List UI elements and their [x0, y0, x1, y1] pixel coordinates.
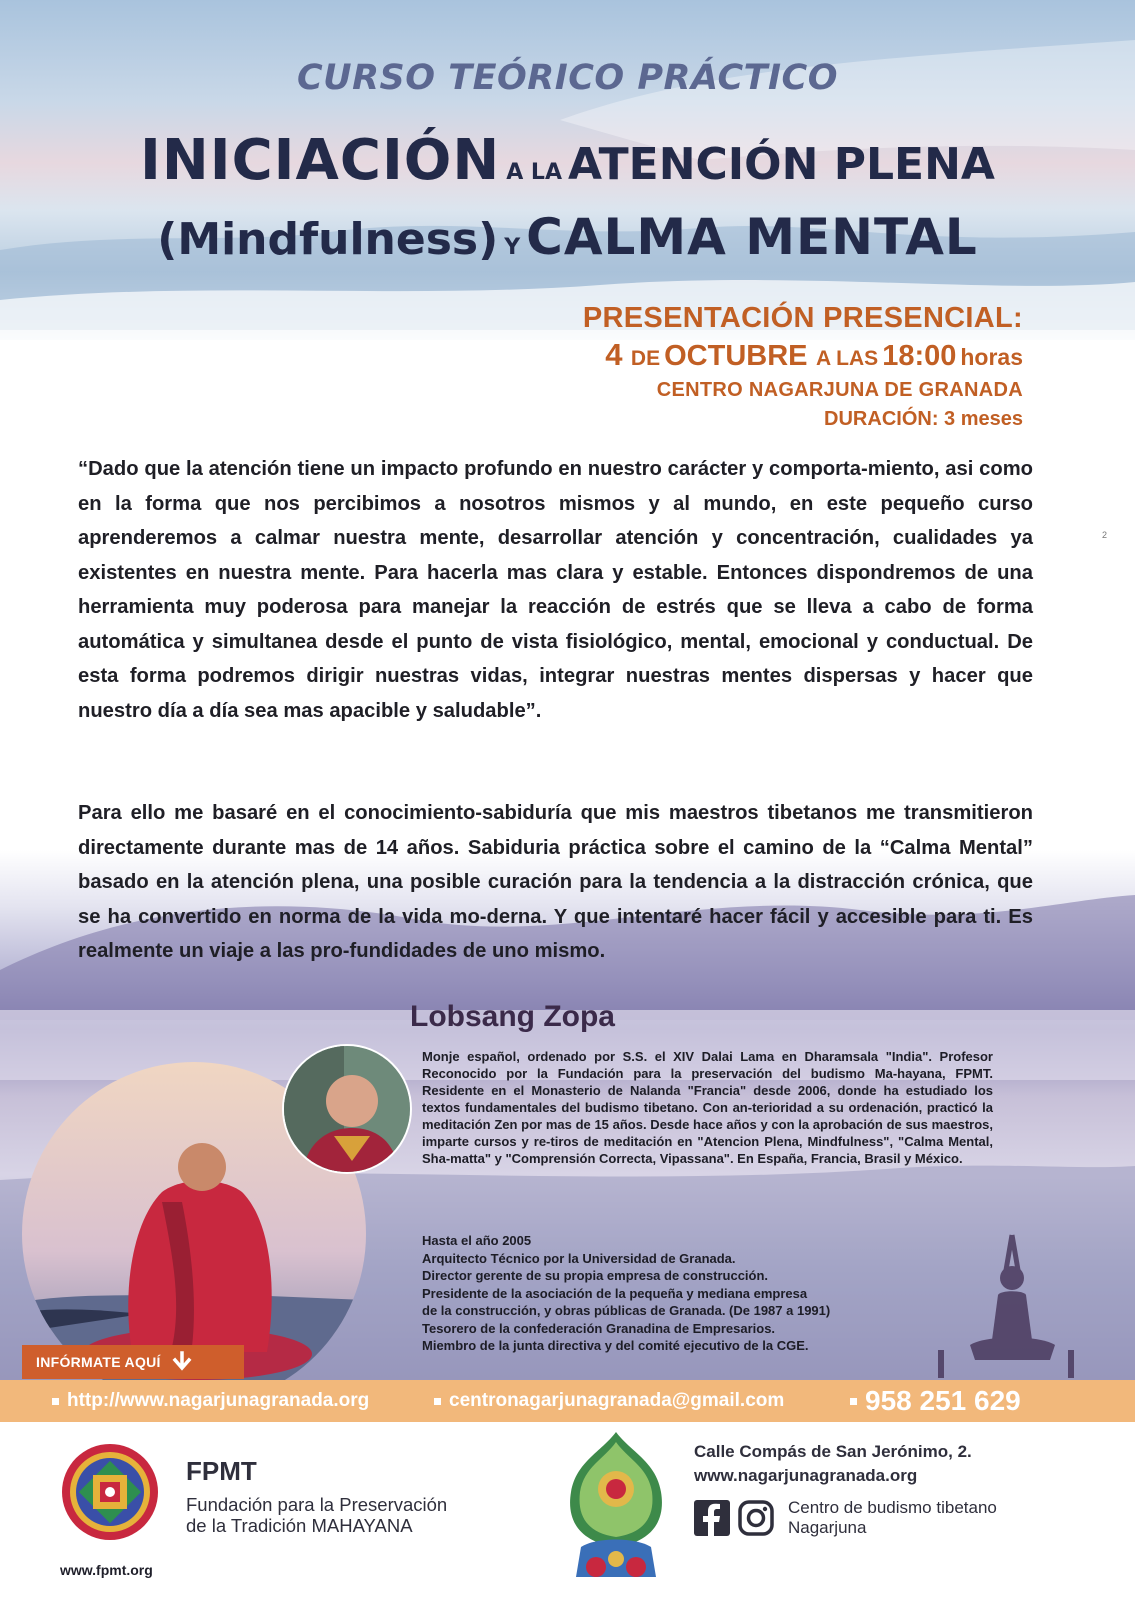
history-line: Hasta el año 2005 [422, 1233, 532, 1248]
history-line: Miembro de la junta directiva y del comité ejecutivo de la CGE. [422, 1338, 809, 1353]
margin-mark: 2 [1102, 530, 1108, 540]
contact-bar [0, 1380, 1135, 1422]
history-line: Tesorero de la confederación Granadina de Empresarios. [422, 1320, 776, 1336]
title-a-la: A LA [506, 160, 562, 185]
fpmt-desc-line: Fundación para la Preservación [186, 1494, 448, 1515]
fpmt-desc-line: de la Tradición MAHAYANA [186, 1515, 413, 1536]
date-time: 18:00 [882, 340, 957, 372]
teacher-name: Lobsang Zopa [410, 1000, 615, 1033]
fpmt-description [186, 1494, 447, 1536]
history-line: Arquitecto Técnico por la Universidad de Granada. [422, 1250, 736, 1266]
history-line: de la construcción, y obras públicas de Granada. (De 1987 a 1991) [422, 1303, 831, 1318]
email-text: centronagarjunagranada@gmail.com [449, 1390, 785, 1411]
presentation-date [583, 337, 1023, 373]
fpmt-logo [60, 1442, 160, 1542]
phone-text: 958 251 629 [865, 1385, 1021, 1416]
intro-paragraph: “Dado que la atención tiene un impacto profundo en nuestro carácter y comporta-miento, asi como en la forma que nos percibimos a nosotros mismos y al mundo, en este pequeño curso aprenderemos a calmar nuestra mente, desarrollar atención y concentración, cualidades ya existentes en nuestra mente. Para hacerla mas clara y estable. Entonces dispondremos de una herramienta muy poderosa para manejar la reacción de estrés que se lleva a cabo de forma automática y simultanea desde el punto de vista fisiológico, mental, emocional y conductual. De esta forma podremos dirigir nuestras vidas, integrar nuestras mentes dispersas y hacer que nuestro día a día sea mas apacible y saludable”. [78, 458, 1033, 722]
course-title-line-1 [0, 128, 1135, 193]
teacher-history [422, 1232, 942, 1355]
presentation-heading: PRESENTACIÓN PRESENCIAL: [582, 302, 1023, 334]
title-mindfulness: (Mindfulness) [157, 214, 499, 265]
title-y: Y [504, 235, 521, 260]
center-url[interactable]: www.nagarjunagranada.org [694, 1466, 918, 1485]
email-link[interactable] [434, 1390, 784, 1412]
fpmt-acronym: FPMT [186, 1456, 257, 1486]
date-month: OCTUBRE [664, 340, 808, 372]
date-of: DE [630, 347, 661, 370]
center-address [694, 1440, 972, 1488]
fpmt-url[interactable]: www.fpmt.org [60, 1562, 153, 1578]
teacher-bio: Monje español, ordenado por S.S. el XIV Dalai Lama en Dharamsala "India". Profesor Reconocido por la Fundación para la preservación del budismo Ma-hayana, FPMT. Residente en el Monasterio de Nalanda "Francia" desde 2006, donde ha estudiado los textos fundamentales del budismo tibetano. Con an-terioridad a su ordenación, practicó la meditación Zen por mas de 15 años. Desde hace años y con la aprobación de sus maestros, imparte cursos y re-tiros de meditación en "Atencion Plena, Mindfulness", "Calma Mental, Sha-matta" y "Comprensión Correcta, Vipassana". En España, Francia, Brasil y México. [422, 1049, 993, 1166]
course-title-line-2 [0, 208, 1135, 266]
title-atencion-plena: ATENCIÓN PLENA [567, 139, 995, 190]
history-line: Director gerente de su propia empresa de construcción. [422, 1268, 769, 1283]
instagram-icon[interactable] [738, 1500, 774, 1536]
bullet-icon [434, 1398, 441, 1405]
bullet-icon [52, 1398, 59, 1405]
date-hours: horas [960, 344, 1023, 370]
arrow-down-icon [171, 1351, 193, 1374]
course-subtitle: CURSO TEÓRICO PRÁCTICO [297, 58, 838, 98]
website-link[interactable] [52, 1390, 369, 1412]
title-calma-mental: CALMA MENTAL [526, 208, 978, 266]
title-iniciacion: INICIACIÓN [140, 128, 501, 193]
center-desc-line: Nagarjuna [788, 1518, 867, 1537]
more-info-label: INFÓRMATE AQUÍ [36, 1354, 161, 1370]
date-day: 4 [605, 337, 623, 372]
phone-link[interactable] [850, 1385, 1021, 1417]
teacher-portrait-photo [282, 1044, 412, 1174]
nagarjuna-emblem [556, 1427, 676, 1592]
presentation-place: CENTRO NAGARJUNA DE GRANADA [656, 379, 1023, 401]
more-info-button[interactable] [22, 1345, 244, 1379]
footer [0, 1422, 1135, 1600]
presentation-info [583, 302, 1023, 431]
facebook-icon[interactable] [694, 1500, 730, 1536]
social-links [694, 1498, 997, 1538]
method-paragraph: Para ello me basaré en el conocimiento-sabiduría que mis maestros tibetanos me transmitieron directamente durante mas de 14 años. Sabiduria práctica sobre el camino de la “Calma Mental” basado en la atención plena, una posible curación para la tendencia a la distracción crónica, que se ha convertido en norma de la vida mo-derna. Y que intentaré hacer fácil y accesible para ti. Es realmente un viaje a las pro-fundidades de uno mismo. [78, 802, 1033, 962]
center-description [788, 1498, 997, 1538]
date-at: A LAS [815, 347, 879, 370]
center-desc-line: Centro de budismo tibetano [788, 1498, 997, 1517]
bullet-icon [850, 1398, 857, 1405]
address-text: Calle Compás de San Jerónimo, 2. [694, 1442, 972, 1461]
presentation-duration: DURACIÓN: 3 meses [824, 408, 1023, 430]
history-line: Presidente de la asociación de la pequeña y mediana empresa [422, 1285, 808, 1301]
website-text: http://www.nagarjunagranada.org [67, 1390, 370, 1411]
